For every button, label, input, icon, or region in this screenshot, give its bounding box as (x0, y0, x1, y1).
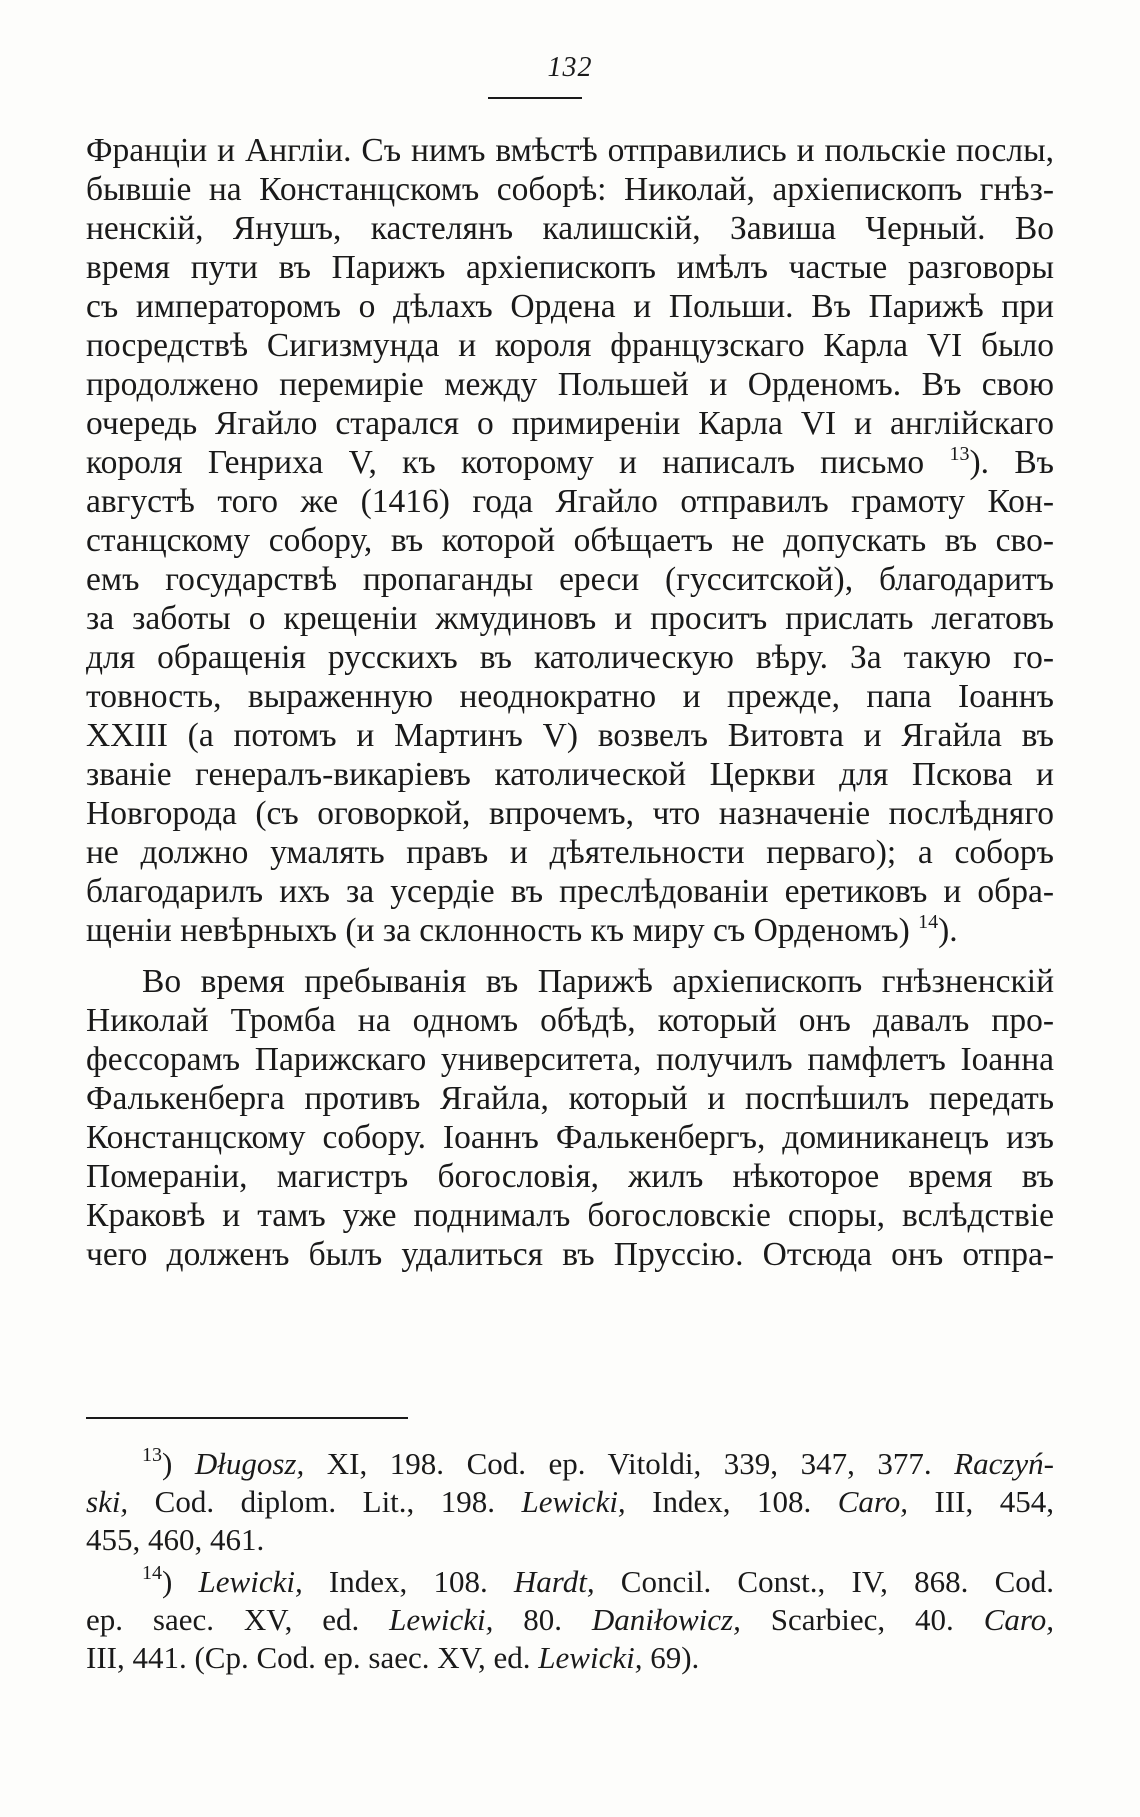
footnote-text: Scarbiec, 40. (740, 1602, 984, 1637)
text-line: продолжено перемиріе между Польшей и Орденомъ. Въ свою (86, 366, 1054, 403)
text-line: Констанцскому собору. Іоаннъ Фалькенбергъ, доминиканецъ изъ (86, 1119, 1054, 1156)
text-line: Новгорода (съ оговоркой, впрочемъ, что назначеніе послѣдняго (86, 795, 1054, 832)
text-line: чего долженъ былъ удалиться въ Пруссію. Отсюда онъ отпра- (86, 1236, 1054, 1273)
header-rule (488, 97, 582, 99)
paragraph-gap (86, 950, 1054, 962)
text-line: за заботы о крещеніи жмудиновъ и проситъ прислать легатовъ (86, 600, 1054, 637)
line-tail: ). (938, 912, 958, 949)
author-name: Caro, (983, 1602, 1054, 1637)
footnote-text: III, 454, (908, 1484, 1054, 1519)
footnote-13-line (86, 1483, 1054, 1521)
footnote-13-line: 455, 460, 461. (86, 1522, 265, 1557)
author-name: Hardt, (513, 1564, 595, 1599)
footnote-text: Cod. diplom. Lit., 198. (128, 1484, 522, 1519)
text-line: Франціи и Англіи. Съ нимъ вмѣстѣ отправились и польскіе послы, (86, 132, 1054, 169)
text-line: Николай Тромба на одномъ обѣдѣ, который онъ давалъ про- (86, 1002, 1054, 1039)
footnote-text: Index, 108. (302, 1564, 514, 1599)
text-line: ненскій, Янушъ, кастелянъ калишскій, Завиша Черный. Во (86, 210, 1054, 247)
text-line: товность, выраженную неоднократно и прежде, папа Іоаннъ (86, 678, 1054, 715)
paragraph-first-line: Во время пребыванія въ Парижѣ архіепископъ гнѣзненскій (142, 963, 1054, 1000)
line-text: щеніи невѣрныхъ (и за склонность къ миру съ Орденомъ) (86, 912, 910, 949)
author-name: ski, (86, 1484, 129, 1519)
footnote-13-line (86, 1445, 1054, 1483)
text-line: станцскому собору, въ которой обѣщаетъ не допускать въ сво- (86, 522, 1054, 559)
text-line-with-footnote-ref (86, 911, 1054, 950)
footnote-text: Concil. Const., IV, 868. Cod. (594, 1564, 1054, 1599)
text-line: не должно умалять правъ и дѣятельности перваго); а соборъ (86, 834, 1054, 871)
footnote-marker-14: 14 (142, 1563, 162, 1584)
footnote-text: 69). (642, 1640, 700, 1675)
text-line: Краковѣ и тамъ уже поднималъ богословскіе споры, вслѣдствіе (86, 1197, 1054, 1234)
footnote-text: Index, 108. (625, 1484, 838, 1519)
author-name: Lewicki, (538, 1640, 643, 1675)
text-line: Помераніи, магистръ богословія, жилъ нѣкоторое время въ (86, 1158, 1054, 1195)
page-number: 132 (547, 52, 593, 83)
footnote-text: XI, 198. Cod. ep. Vitoldi, 339, 347, 377. (304, 1446, 955, 1481)
text-line: емъ государствѣ пропаганды ереси (гусситской), благодаритъ (86, 561, 1054, 598)
footnote-marker-13: 13 (142, 1445, 162, 1466)
author-name: Daniłowicz, (591, 1602, 741, 1637)
text-line: бывшіе на Констанцскомъ соборѣ: Николай, архіепископъ гнѣз- (86, 171, 1054, 208)
footnote-separator (86, 1417, 408, 1419)
text-line: фессорамъ Парижскаго университета, получилъ памфлетъ Іоанна (86, 1041, 1054, 1078)
text-line: съ императоромъ о дѣлахъ Ордена и Польши. Въ Парижѣ при (86, 288, 1054, 325)
line-text: короля Генриха V, къ которому и написалъ письмо (86, 444, 925, 481)
line-tail: ). Въ (969, 444, 1054, 481)
main-text (86, 131, 1054, 1274)
author-name: Lewicki, (389, 1602, 494, 1637)
author-name: Długosz, (194, 1446, 305, 1481)
text-line: благодарилъ ихъ за усердіе въ преслѣдованіи еретиковъ и обра- (86, 873, 1054, 910)
footnote-text: ep. saec. XV, ed. (86, 1602, 390, 1637)
text-line: августѣ того же (1416) года Ягайло отправилъ грамоту Кон- (86, 483, 1054, 520)
footnote-text: ) (162, 1564, 199, 1599)
footnote-text: 80. (493, 1602, 592, 1637)
text-line: для обращенія русскихъ въ католическую вѣру. За такую го- (86, 639, 1054, 676)
text-line: посредствѣ Сигизмунда и короля французскаго Карла VI было (86, 327, 1054, 364)
author-name: Lewicki, (198, 1564, 303, 1599)
footnote-14-line (86, 1563, 1054, 1601)
text-line: время пути въ Парижъ архіепископъ имѣлъ частые разговоры (86, 249, 1054, 286)
footnote-14-line (86, 1639, 1054, 1677)
author-name: Caro, (837, 1484, 909, 1519)
text-line: Фалькенберга противъ Ягайла, который и поспѣшилъ передать (86, 1080, 1054, 1117)
footnote-ref-14: 14 (918, 911, 939, 933)
footnote-text: III, 441. (Cp. Cod. ep. saec. XV, ed. (86, 1640, 539, 1675)
text-line-with-footnote-ref (86, 443, 1054, 482)
footnote-text: ) (162, 1446, 195, 1481)
text-line: очередь Ягайло старался о примиреніи Карла VI и англійскаго (86, 405, 1054, 442)
footnote-ref-13: 13 (949, 443, 970, 465)
footnotes (86, 1445, 1054, 1677)
footnote-14-line (86, 1601, 1054, 1639)
author-name: Raczyń- (954, 1446, 1054, 1481)
author-name: Lewicki, (521, 1484, 626, 1519)
text-line: XXIII (а потомъ и Мартинъ V) возвелъ Витовта и Ягайла въ (86, 717, 1054, 754)
text-line: званіе генералъ-викаріевъ католической Церкви для Пскова и (86, 756, 1054, 793)
